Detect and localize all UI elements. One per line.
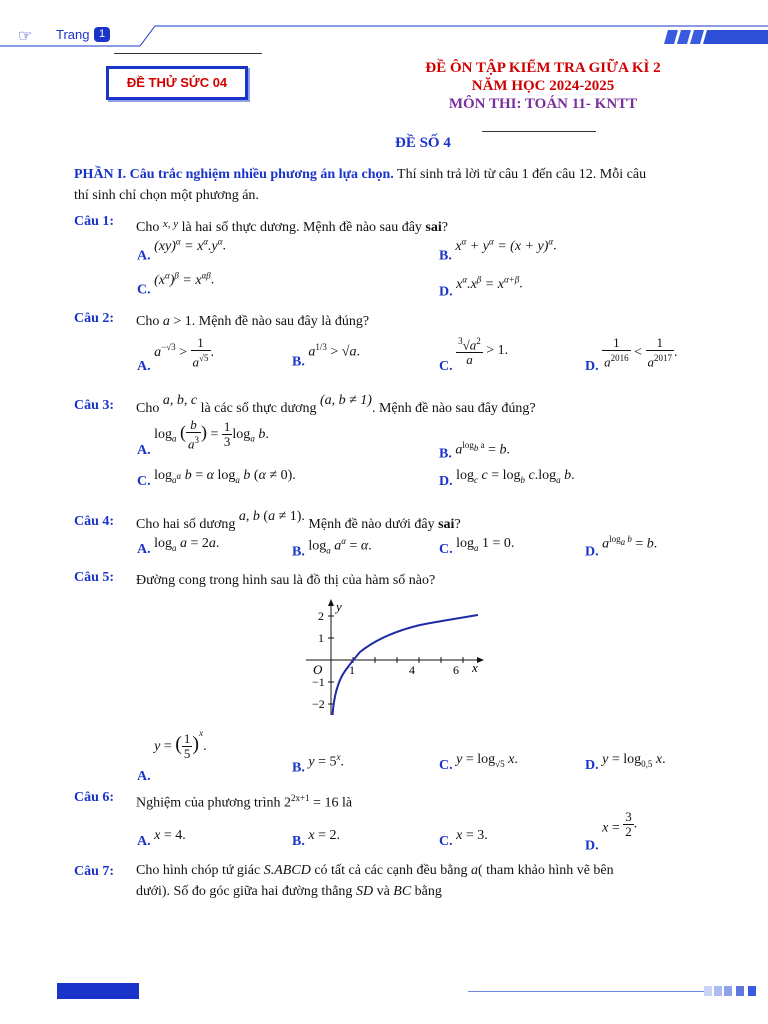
question-3-label: Câu 3: (74, 398, 115, 413)
y-tick-1: 1 (318, 631, 324, 645)
question-2-text: Cho a > 1. Mệnh đề nào sau đây là đúng? (136, 314, 370, 329)
part1-instruction: Thí sinh trả lời từ câu 1 đến câu 12. Mỗi câu (393, 167, 647, 182)
y-tick-neg2: −2 (312, 697, 325, 711)
page-number-badge: 1 (94, 27, 110, 42)
page-label: Trang (56, 27, 90, 42)
question-6-option-d[interactable]: D. x = $\frac{3}{2}$ . (585, 809, 638, 854)
question-4-text: Cho hai số dương a, b (a ≠ 1). Mệnh đề nào dưới đây sai? (136, 509, 461, 532)
de-so: ĐỀ SỐ 4 (395, 135, 451, 151)
footer-rule (468, 991, 704, 992)
header-rule (114, 53, 262, 54)
school-year: NĂM HỌC 2024-2025 (471, 78, 615, 94)
question-4-option-c[interactable]: C. $\log_a 1 = 0$. (439, 536, 515, 557)
question-6-label: Câu 6: (74, 790, 115, 805)
question-5-option-a[interactable]: A. y = ( $\frac{1}{5}$ )$^x$. (137, 728, 207, 784)
part1-intro (74, 164, 714, 206)
question-3-option-c[interactable]: C. $\log_{a^\alpha} b = \alpha$ $\log_a b$ (α ≠ 0). (137, 468, 296, 489)
question-5-text: Đường cong trong hình sau là đồ thị của hàm số nào? (136, 573, 436, 588)
hand-pointer-icon: ☞ (18, 28, 33, 45)
question-5-option-d[interactable]: D. $y = \log_{0,5} x$. (585, 752, 666, 773)
question-6-text: Nghiệm của phương trình $2^{2x+1} = 16$ là (136, 793, 353, 811)
question-3-option-b[interactable]: B. $a^{log_b a} = b$. (439, 440, 511, 462)
question-4-option-b[interactable]: B. $\log_a a^\alpha = \alpha$. (292, 536, 372, 560)
y-axis-label: y (336, 599, 342, 614)
question-4-option-a[interactable]: A. $\log_a a = 2a$. (137, 536, 220, 557)
y-tick-2: 2 (318, 609, 324, 623)
question-2-option-a[interactable]: A. $a^{-√3}$ > $\frac{1}{a^{√5}}$ . (137, 335, 214, 374)
question-4-option-d[interactable]: D. $a^{log_a b} = b$. (585, 534, 658, 560)
de-thu-suc-box: ĐỀ THỬ SỨC 04 (106, 66, 248, 100)
x-axis-label: x (472, 660, 478, 675)
header-decoration (0, 22, 768, 48)
question-7-text: Cho hình chóp tứ giác S.ABCD có tất cả các cạnh đều bằng a( tham khảo hình vẽ bên dưới). Số đo góc giữa hai đường thẳng SD và BC bằng (136, 863, 614, 899)
x-tick-4: 4 (409, 663, 415, 677)
function-graph (300, 597, 490, 719)
x-tick-6: 6 (453, 663, 459, 677)
question-3-text: Cho a, b, c là các số thực dương (a, b ≠ 1). Mệnh đề nào sau đây đúng? (136, 393, 536, 416)
x-tick-1: 1 (349, 663, 355, 677)
part1-instruction-2: thí sinh chỉ chọn một phương án. (74, 188, 259, 203)
subject-line: MÔN THI: TOÁN 11- KNTT (448, 96, 638, 112)
footer-bar-left (57, 983, 139, 999)
question-2-label: Câu 2: (74, 311, 115, 326)
exam-title: ĐỀ ÔN TẬP KIỂM TRA GIỮA KÌ 2 (425, 60, 661, 76)
question-5-option-c[interactable]: C. $y = \log_{√5} x$. (439, 752, 518, 773)
question-4-label: Câu 4: (74, 514, 115, 529)
question-2-option-c[interactable]: C. $\frac{^3√a^2}{a}$ > 1. (439, 336, 509, 374)
question-1-option-d[interactable]: D. $x^\alpha.x^\beta = x^{\alpha+\beta}$. (439, 274, 523, 300)
question-6-option-a[interactable]: A. x = 4. (137, 828, 186, 849)
part1-heading: PHẦN I. Câu trắc nghiệm nhiều phương án lựa chọn. (74, 167, 394, 182)
title-rule (482, 131, 596, 132)
question-1-label: Câu 1: (74, 214, 115, 229)
question-1-option-a[interactable]: A. $(xy)^\alpha = x^\alpha.y^\alpha$. (137, 236, 226, 264)
question-2-option-b[interactable]: B. $a^{1/3} > √a$. (292, 342, 360, 370)
question-7-label: Câu 7: (74, 864, 115, 879)
question-2-option-d[interactable]: D. $\frac{1}{a^{2016}}$ < $\frac{1}{a^{2017}}$ . (585, 335, 678, 374)
origin-label: O (313, 662, 323, 677)
question-5-label: Câu 5: (74, 570, 115, 585)
question-5-option-b[interactable]: B. $y = 5^x$. (292, 752, 344, 776)
question-6-option-c[interactable]: C. x = 3. (439, 828, 488, 849)
y-tick-neg1: −1 (312, 675, 325, 689)
question-1-option-c[interactable]: C. $(x^\alpha)^\beta = x^{\alpha\beta}$. (137, 270, 215, 298)
footer-decoration (700, 984, 760, 998)
question-1-option-b[interactable]: B. $x^\alpha + y^\alpha = (x + y)^\alpha$. (439, 236, 557, 264)
question-1-text: Cho $^{x, y}$ là hai số thực dương. Mệnh đề nào sau đây sai? (136, 218, 448, 235)
question-6-option-b[interactable]: B. x = 2. (292, 828, 340, 849)
question-3-option-a[interactable]: A. $\log_a$ ( $\frac{b}{a^3}$ ) = $\frac{1}{3}$ $\log_a b$. (137, 417, 269, 458)
question-3-option-d[interactable]: D. $\log_c c = \log_b c.\log_a$ b. (439, 468, 575, 489)
